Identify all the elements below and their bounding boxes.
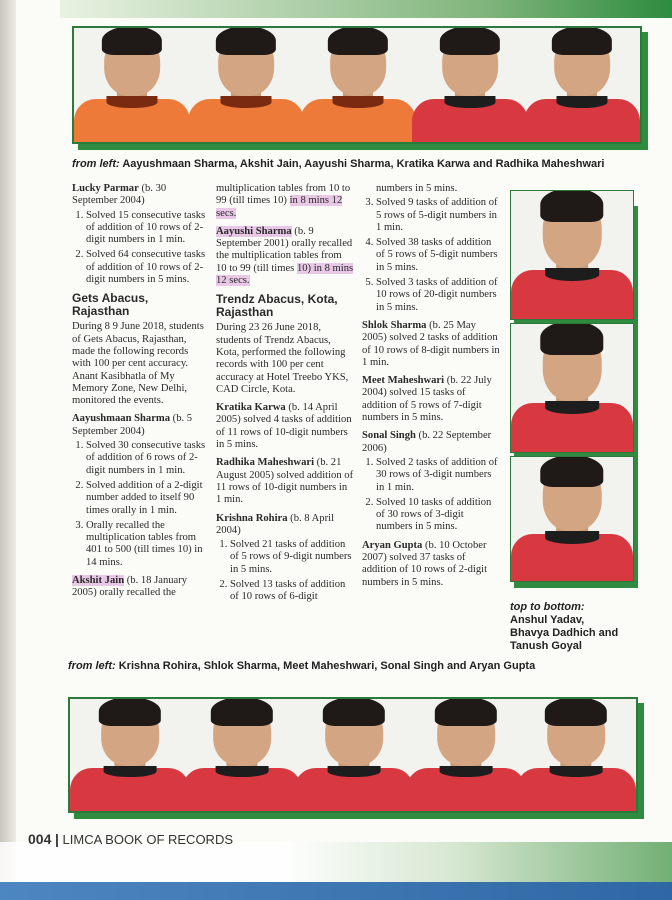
record-list (72, 210, 208, 287)
list-item: 2. Solved 10 tasks of addition of 30 rows of 3-digit numbers in 5 mins. (376, 497, 500, 534)
record-list (216, 539, 354, 603)
top-photo-caption (72, 158, 604, 170)
footer-decorative-band (0, 842, 672, 882)
person-name: Aryan Gupta (362, 539, 423, 551)
person-name: Krishna Rohira (216, 512, 288, 524)
person-meta: (b. 22 September 2006) (362, 430, 492, 454)
list-item: 5. Solved 3 tasks of addition of 10 rows of 20-digit numbers in 5 mins. (376, 277, 500, 314)
caption-prefix: from left: (68, 660, 116, 672)
bottom-blue-band (0, 882, 672, 900)
list-item: 2. Solved 13 tasks of addition of 10 rows of 6-digit (230, 579, 354, 604)
publication-title: LIMCA BOOK OF RECORDS (62, 832, 234, 847)
portrait-photo (406, 699, 526, 811)
section-title-trendz-abacus: Trendz Abacus, Kota, Rajasthan (216, 292, 338, 320)
person-name: Shlok Sharma (362, 319, 427, 331)
record-entry-aayushmaan (72, 413, 208, 569)
person-meta: (b. 8 April 2004) (216, 512, 335, 536)
side-photo-2 (510, 323, 634, 453)
caption-line: Anshul Yadav, (510, 614, 585, 626)
body-text: (b. 22 July 2004) solved 15 tasks of addition of 5 rows of 7-digit numbers in 5 mins. (362, 375, 492, 424)
body-text: (b. 21 August 2005) solved addition of 11 rows of 10-digit numbers in 1 min. (216, 457, 354, 506)
record-list (72, 440, 208, 569)
highlighted-text: in 8 mins 12 secs. (216, 195, 343, 219)
page-number: 004 (28, 831, 52, 847)
person-name: Lucky Parmar (72, 183, 139, 194)
section-title-gets-abacus: Gets Abacus, Rajasthan (72, 291, 149, 319)
record-entry-lucky (72, 183, 208, 286)
person-meta: (b. 18 January 2005) orally recalled the (72, 575, 188, 599)
portrait-photo (294, 699, 414, 811)
record-entry-akshit-cont (216, 183, 354, 220)
footer-separator: | (54, 831, 59, 847)
list-item: 2. Solved addition of a 2-digit number added to itself 90 times orally in 1 min. (86, 480, 208, 517)
portrait-photo (516, 699, 636, 811)
portrait-photo (182, 699, 302, 811)
top-decorative-band (60, 0, 672, 18)
record-entry-akshit (72, 575, 208, 600)
record-entry-krishna (216, 513, 354, 604)
caption-names: Aayushmaan Sharma, Akshit Jain, Aayushi Sharma, Kratika Karwa and Radhika Maheshwari (122, 158, 605, 170)
section-body: During 8 9 June 2018, students of Gets Abacus, Rajasthan, made the following records with 100 per cent accuracy. Anant Kasibhatla of My Memory Zone, New Delhi, monitored the events. (72, 321, 204, 407)
record-entry-krishna-cont (362, 183, 500, 314)
list-item: 2. Solved 64 consecutive tasks of addition of 10 rows of 2-digit numbers in 5 mins. (86, 249, 208, 286)
person-name-highlighted: Aayushi Sharma (216, 225, 292, 237)
list-item: 4. Solved 38 tasks of addition of 5 rows of 5-digit numbers in 5 mins. (376, 237, 500, 274)
record-entry-kratika (216, 402, 354, 451)
person-name: Aayushmaan Sharma (72, 413, 171, 425)
list-item: 1. Solved 30 consecutive tasks of addition of 6 rows of 2-digit numbers in 1 min. (86, 440, 208, 477)
portrait-photo (74, 28, 190, 142)
caption-prefix: from left: (72, 158, 120, 170)
caption-line: Tanush Goyal (510, 640, 582, 652)
body-text: (b. 14 April 2005) solved 4 tasks of addition of 11 rows of 10-digit numbers in 5 mins. (216, 402, 352, 451)
body-text: (b. 10 October 2007) solved 37 tasks of addition of 10 rows of 2-digit numbers in 5 mins. (362, 539, 488, 588)
body-text: multiplication tables from 10 to 99 (till times 10) (216, 183, 351, 207)
list-item: 1. Solved 15 consecutive tasks of addition of 10 rows of 2-digit numbers in 1 min. (86, 210, 208, 247)
record-entry-aryan (362, 540, 500, 589)
portrait-photo (70, 699, 190, 811)
person-name: Radhika Maheshwari (216, 457, 315, 469)
page-binding-edge (0, 0, 16, 900)
record-entry-aayushi (216, 226, 354, 287)
person-name: Kratika Karwa (216, 402, 286, 414)
record-entry-meet (362, 375, 500, 424)
person-meta: (b. 5 September 2004) (72, 413, 193, 437)
text-column-3 (362, 183, 500, 595)
body-text: numbers in 5 mins. (376, 183, 458, 194)
page-footer (28, 831, 233, 847)
body-text: (b. 9 September 2001) orally recalled the multiplication tables from 10 to 99 (till times (216, 225, 353, 274)
person-name: Meet Maheshwari (362, 375, 445, 387)
side-photo-3 (510, 456, 634, 582)
portrait-photo (412, 28, 528, 142)
list-item: 1. Solved 2 tasks of addition of 30 rows of 3-digit numbers in 1 min. (376, 457, 500, 494)
bottom-photo-caption (68, 660, 535, 672)
caption-names: Krishna Rohira, Shlok Sharma, Meet Maheshwari, Sonal Singh and Aryan Gupta (118, 660, 536, 672)
record-list (362, 457, 500, 534)
person-meta: (b. 30 September 2004) (72, 183, 167, 207)
caption-line: Bhavya Dadhich and (510, 627, 619, 639)
text-column-2 (216, 183, 354, 610)
list-item: 3. Solved 9 tasks of addition of 5 rows of 5-digit numbers in 1 min. (376, 197, 500, 234)
highlighted-text: 10) in 8 mins 12 secs. (216, 262, 354, 287)
side-photo-caption (510, 601, 660, 653)
portrait-photo (188, 28, 304, 142)
record-entry-radhika (216, 457, 354, 506)
person-name: Sonal Singh (362, 430, 416, 442)
person-name-highlighted: Akshit Jain (72, 575, 125, 587)
list-item: 3. Orally recalled the multiplication tables from 401 to 500 (till times 10) in 14 mins. (86, 520, 208, 569)
list-item: 1. Solved 21 tasks of addition of 5 rows of 9-digit numbers in 5 mins. (230, 539, 354, 576)
bottom-photo-strip (68, 697, 638, 813)
text-column-1 (72, 183, 208, 606)
caption-prefix: top to bottom: (510, 601, 585, 613)
top-photo-strip (72, 26, 642, 144)
portrait-photo (524, 28, 640, 142)
section-body: During 23 26 June 2018, students of Trendz Abacus, Kota, performed the following records with 100 per cent accuracy at Hotel Treebo YKS, CAD Circle, Kota. (216, 322, 349, 395)
portrait-photo (300, 28, 416, 142)
record-list (362, 197, 500, 314)
body-text: (b. 25 May 2005) solved 2 tasks of addition of 10 rows of 8-digit numbers in 1 min. (362, 319, 500, 368)
record-entry-shlok (362, 320, 500, 369)
side-photo-1 (510, 190, 634, 320)
record-entry-sonal (362, 430, 500, 533)
